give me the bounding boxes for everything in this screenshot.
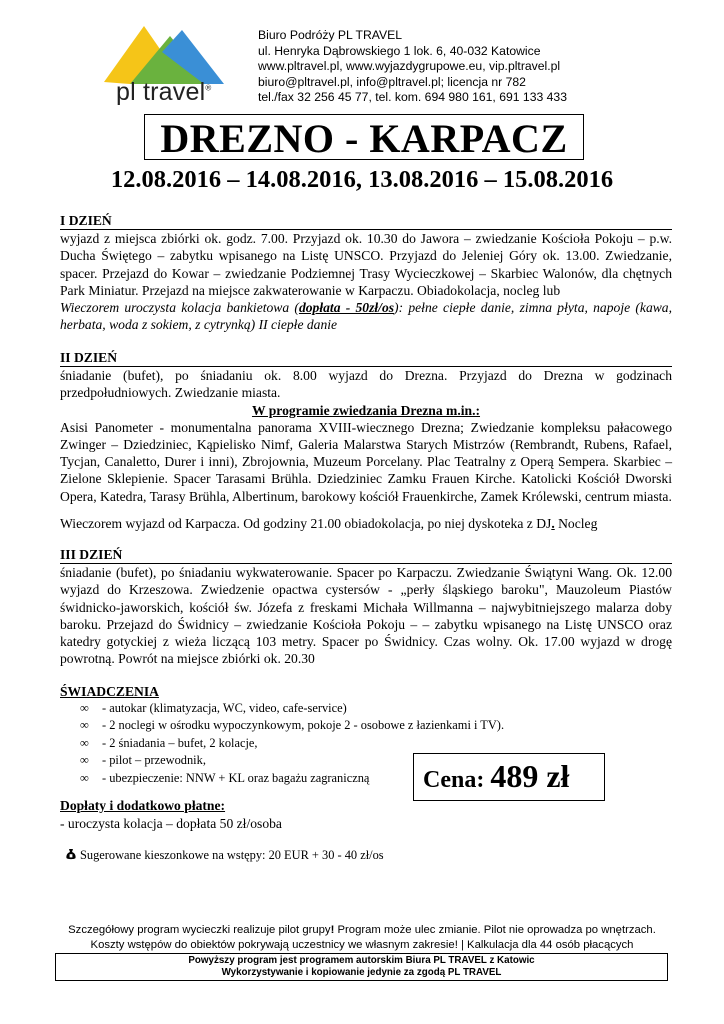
trip-dates: 12.08.2016 – 14.08.2016, 13.08.2016 – 15.08.2016 <box>110 166 614 193</box>
infinity-bullet-icon: ∞ <box>80 718 89 733</box>
extras-item: - uroczysta kolacja – dopłata 50 zł/osoba <box>60 816 282 831</box>
day-1-evening-pre: Wieczorem uroczysta kolacja bankietowa ( <box>60 300 299 316</box>
footer-line-2: Koszty wstępów do obiektów pokrywają uczestnicy we własnym zakresie! | Kalkulacja dla 44 osób płacących <box>90 939 634 951</box>
service-text: - ubezpieczenie: NNW + KL oraz bagażu zagraniczną <box>102 770 370 785</box>
day-1-section <box>60 212 672 333</box>
price-value: 489 zł <box>490 758 570 794</box>
footer-line-1-excl: ! <box>330 924 335 936</box>
extras-section <box>60 797 282 833</box>
day-3-section <box>60 546 672 667</box>
day-1-evening-post: ): pełne ciepłe danie, zimna płyta, napoje (kawa, herbata, woda z sokiem, z cytrynką) II ciepłe danie <box>60 300 673 333</box>
infinity-bullet-icon: ∞ <box>80 770 89 785</box>
price-label: Cena: <box>423 767 485 793</box>
footer-line-1 <box>0 923 724 938</box>
agency-name: Biuro Podróży PL TRAVEL <box>258 28 403 42</box>
copyright-line-2: Wykorzystywanie i kopiowanie jedynie za zgodą PL TRAVEL <box>221 966 502 978</box>
day-2-evening-dot: . <box>551 515 555 531</box>
list-item <box>60 717 504 734</box>
copyright-line-1: Powyższy program jest programem autorskim Biura PL TRAVEL z Katowic <box>188 955 535 966</box>
infinity-bullet-icon: ∞ <box>80 753 89 768</box>
day-1-evening-note <box>60 299 672 333</box>
service-text: - pilot – przewodnik, <box>102 753 206 768</box>
agency-contact-info <box>258 28 567 106</box>
infinity-bullet-icon: ∞ <box>80 735 89 750</box>
day-2-text: śniadanie (bufet), po śniadaniu ok. 8.00 wyjazd do Drezna. Przyjazd do Drezna w godzinach przedpołudniowych. Zwiedzanie miasta. <box>60 368 672 401</box>
service-text: - 2 śniadania – bufet, 2 kolacje, <box>102 735 258 750</box>
service-text: - 2 noclegi w ośrodku wypoczynkowym, pokoje 2 - osobowe z łazienkami i TV). <box>102 718 505 733</box>
dresden-program-title: W programie zwiedzania Drezna m.in.: <box>251 402 481 418</box>
page-title: DREZNO - KARPACZ <box>160 116 568 161</box>
pocket-money-text: Sugerowane kieszonkowe na wstępy: 20 EUR + 30 - 40 zł/os <box>80 848 384 862</box>
price-box <box>413 753 605 801</box>
list-item <box>60 700 504 717</box>
day-2-section <box>60 349 672 532</box>
service-text: - autokar (klimatyzacja, WC, video, cafe-service) <box>102 701 347 715</box>
copyright-box <box>55 953 668 981</box>
day-3-text: śniadanie (bufet), po śniadaniu wykwaterowanie. Spacer po Karpaczu. Zwiedzanie Świątyni Wang. Ok. 12.00 wyjazd do Krzeszowa. Zwiedzenie opactwa cystersów - „perły śląskiego baroku", Mauzoleum Piastów świdnicko-jaworskich, kościół św. Józefa z freskami Michała Willmanna – najwybitniejszego malarza doby baroku. Przejazd do Świdnicy – zwiedzanie Kościoła Pokoju – – zabytku wpisanego na Listę UNSCO oraz katedry gotyckiej z wieża liczącą 103 metry. Spacer po Świdnicy. Czas wolny. Ok. 17.00 wyjazd w drogę powrotną. Powrót na miejsce zbiórki ok. 20.30 <box>60 565 672 667</box>
day-3-heading: III DZIEŃ <box>60 546 672 564</box>
day-2-evening <box>60 515 672 532</box>
agency-websites: www.pltravel.pl, www.wyjazdygrupowe.eu, vip.pltravel.pl <box>258 59 561 74</box>
day-2-heading: II DZIEŃ <box>60 349 672 367</box>
dresden-program-text: Asisi Panometer - monumentalna panorama XVIII-wiecznego Drezna; Zwiedzanie kompleksu pałacowego Zwinger – Dziedziniec, Kąpielisko Nimf, Galeria Malarstwa Starych Mistrzów (Rembrandt, Rubens, Rafael, Tycjan, Canaletto, Durer i inni), Zbrojownia, Muzeum Porcelany. Plac Teatralny z Operą Sempera. Skarbiec – Zielone Sklepienie. Spacer Tarasami Brühla. Dziedziniec Zamku Frauen Kirche. Katolicki Kościół Dworski Opera, Katedra, Tarasy Brühla, Albertinum, barokowy kościół Frauenkirche, Zamek Królewski, centrum miasta. <box>60 419 672 504</box>
agency-phones: tel./fax 32 256 45 77, tel. kom. 694 980 161, 691 133 433 <box>258 90 567 105</box>
logo-wordmark: pl travel® <box>116 78 212 106</box>
day-2-evening-end: Nocleg <box>554 515 598 531</box>
day-1-surcharge: dopłata - 50zł/os <box>298 300 395 316</box>
pocket-money-note <box>66 848 384 863</box>
extras-heading: Dopłaty i dodatkowo płatne: <box>60 798 226 813</box>
day-1-text: wyjazd z miejsca zbiórki ok. godz. 7.00. Przyjazd ok. 10.30 do Jawora – zwiedzanie Kościoła Pokoju – p.w. Ducha Świętego – zabytku wpisanego na Listę UNSCO. Przyjazd do Jeleniej Góry ok. 13.00. Zwiedzanie, spacer. Przejazd do Kowar – zwiedzanie Podziemnej Trasy Wycieczkowej – Skarbiec Walonów, dla chętnych Park Miniatur. Przejazd na miejsce zakwaterowanie w Karpaczu. Obiadokolacja, nocleg lub <box>60 231 672 298</box>
agency-address: ul. Henryka Dąbrowskiego 1 lok. 6, 40-032 Katowice <box>258 43 541 58</box>
footer-line-1-post: Program może ulec zmianie. Pilot nie oprowadza po wnętrzach. <box>334 924 656 936</box>
list-item <box>60 735 504 752</box>
infinity-bullet-icon: ∞ <box>80 701 89 715</box>
day-2-evening-text: Wieczorem wyjazd od Karpacza. Od godziny 21.00 obiadokolacja, po niej dyskoteka z DJ <box>60 515 552 531</box>
day-1-heading: I DZIEŃ <box>60 212 672 230</box>
money-bag-icon <box>66 849 76 860</box>
footer-notes <box>0 923 724 953</box>
agency-emails: biuro@pltravel.pl, info@pltravel.pl; licencja nr 782 <box>258 74 526 89</box>
footer-line-1-pre: Szczegółowy program wycieczki realizuje pilot grupy <box>68 924 331 936</box>
services-heading: ŚWIADCZENIA <box>60 684 159 699</box>
